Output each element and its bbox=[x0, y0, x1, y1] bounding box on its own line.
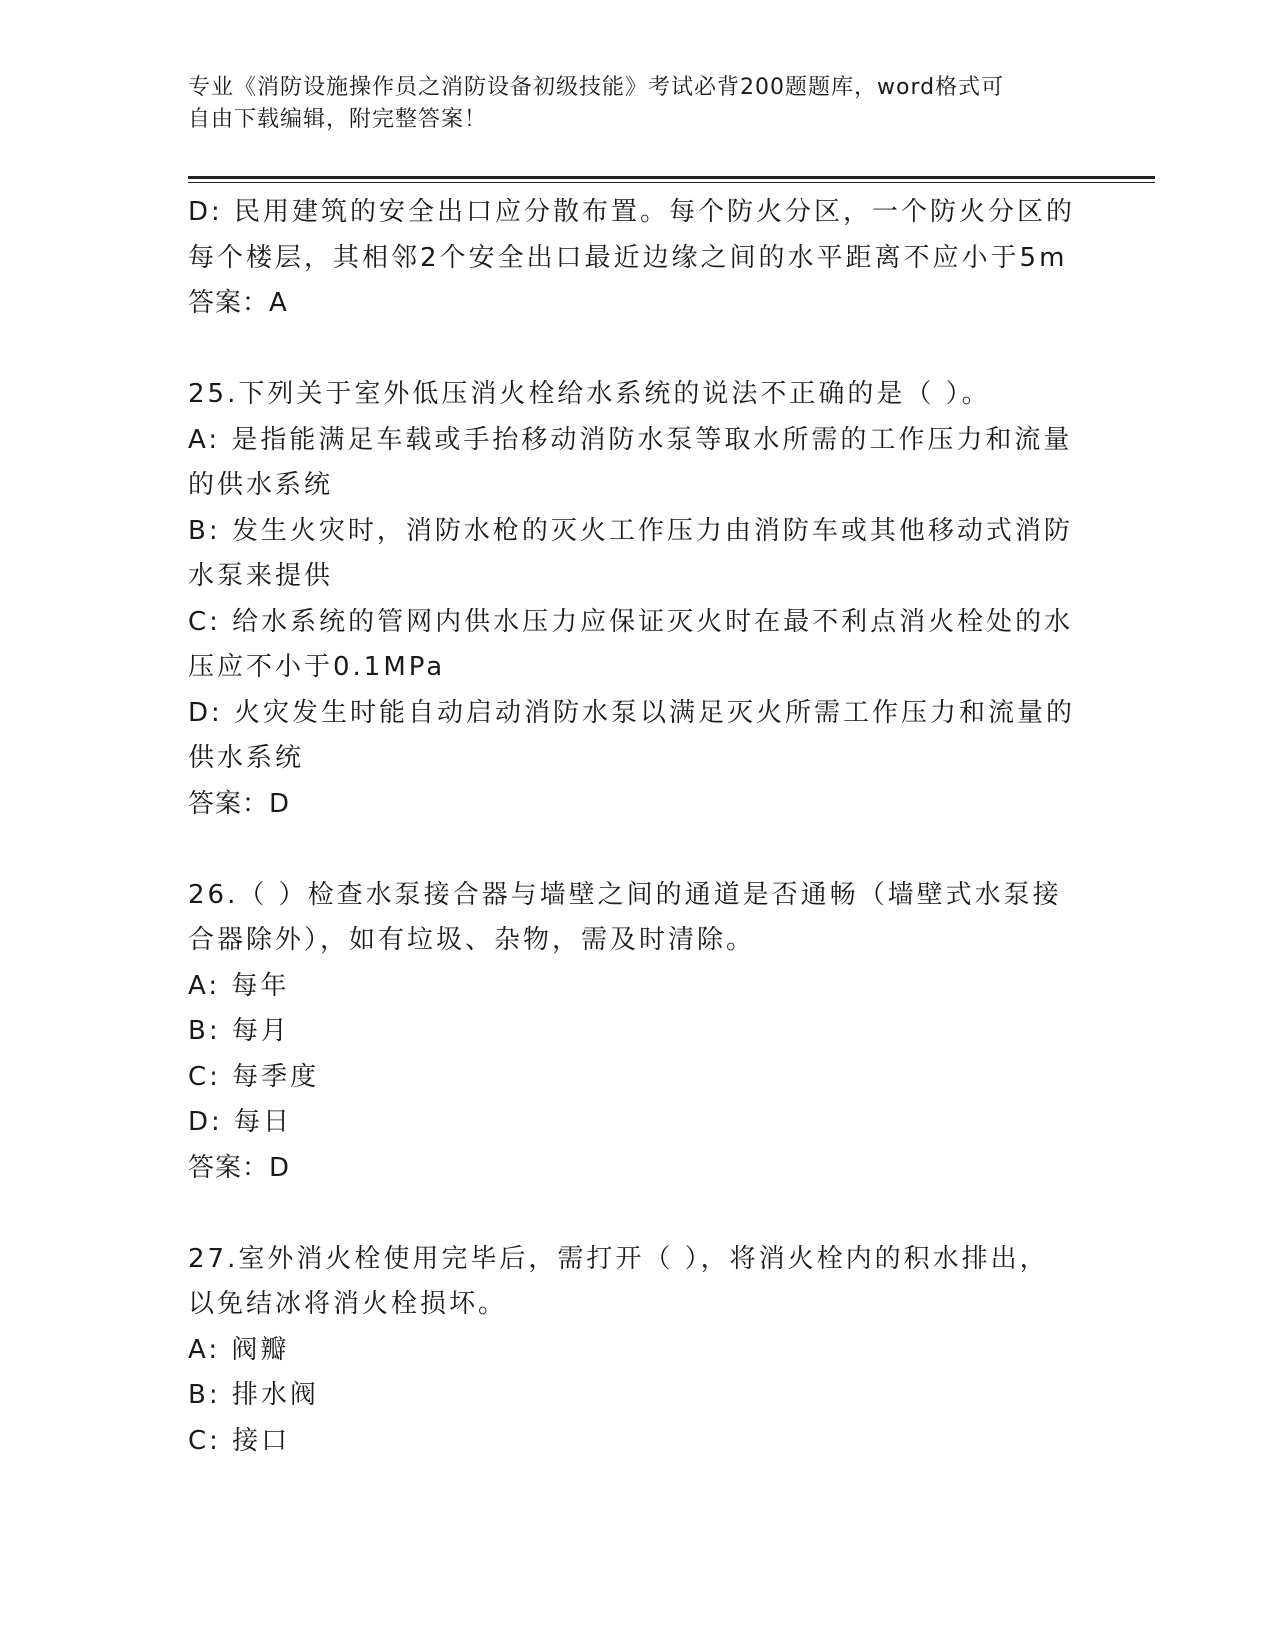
answer-label: 答案：D bbox=[188, 788, 291, 819]
header-line-1: 专业《消防设施操作员之消防设备初级技能》考试必背200题题库，word格式可 bbox=[188, 75, 1005, 100]
question-stem-line-2: 以免结冰将消火栓损坏。 bbox=[188, 1289, 508, 1319]
header-divider-thin bbox=[188, 182, 1155, 183]
option-b-line-1: B: 发生火灾时，消防水枪的灭火工作压力由消防车或其他移动式消防 bbox=[188, 515, 1073, 546]
spacer bbox=[188, 327, 1088, 373]
document-header bbox=[188, 72, 1068, 136]
question-27 bbox=[188, 1237, 1088, 1465]
option-a: A: 阀瓣 bbox=[188, 1334, 290, 1365]
header-divider-thick bbox=[188, 176, 1155, 179]
question-stem-line-2: 合器除外），如有垃圾、杂物，需及时清除。 bbox=[188, 925, 756, 955]
document-body bbox=[188, 190, 1088, 1464]
option-c-line-1: C: 给水系统的管网内供水压力应保证灭火时在最不利点消火栓处的水 bbox=[188, 606, 1074, 637]
question-stem: 25.下列关于室外低压消火栓给水系统的说法不正确的是（ ）。 bbox=[188, 379, 991, 409]
option-a: A: 每年 bbox=[188, 970, 290, 1001]
question-24-tail bbox=[188, 190, 1088, 327]
option-c: C: 接口 bbox=[188, 1425, 291, 1456]
option-a-line-2: 的供水系统 bbox=[188, 470, 334, 500]
question-stem-line-1: 26.（ ）检查水泵接合器与墙壁之间的通道是否通畅（墙壁式水泵接 bbox=[188, 879, 1062, 910]
option-d-line-2: 供水系统 bbox=[188, 743, 305, 773]
option-d-line-2: 每个楼层，其相邻2个安全出口最近边缘之间的水平距离不应小于5m bbox=[188, 242, 1068, 273]
option-b: B: 排水阀 bbox=[188, 1380, 319, 1410]
option-b-line-2: 水泵来提供 bbox=[188, 561, 334, 591]
option-c-line-2: 压应不小于0.1MPa bbox=[188, 652, 446, 682]
question-25 bbox=[188, 372, 1088, 827]
header-line-2: 自由下载编辑，附完整答案！ bbox=[188, 107, 488, 132]
option-d: D: 每日 bbox=[188, 1107, 293, 1137]
question-26 bbox=[188, 873, 1088, 1192]
option-b: B: 每月 bbox=[188, 1016, 290, 1046]
option-d-line-1: D: 火灾发生时能自动启动消防水泵以满足灭火所需工作压力和流量的 bbox=[188, 697, 1076, 728]
option-c: C: 每季度 bbox=[188, 1061, 320, 1092]
spacer bbox=[188, 1191, 1088, 1237]
spacer bbox=[188, 827, 1088, 873]
question-stem-line-1: 27.室外消火栓使用完毕后，需打开（ ），将消火栓内的积水排出， bbox=[188, 1243, 1049, 1274]
option-d-line-1: D: 民用建筑的安全出口应分散布置。每个防火分区，一个防火分区的 bbox=[188, 197, 1076, 227]
answer-label: 答案：A bbox=[188, 288, 288, 318]
option-a-line-1: A: 是指能满足车载或手抬移动消防水泵等取水所需的工作压力和流量 bbox=[188, 424, 1073, 455]
answer-label: 答案：D bbox=[188, 1152, 291, 1183]
